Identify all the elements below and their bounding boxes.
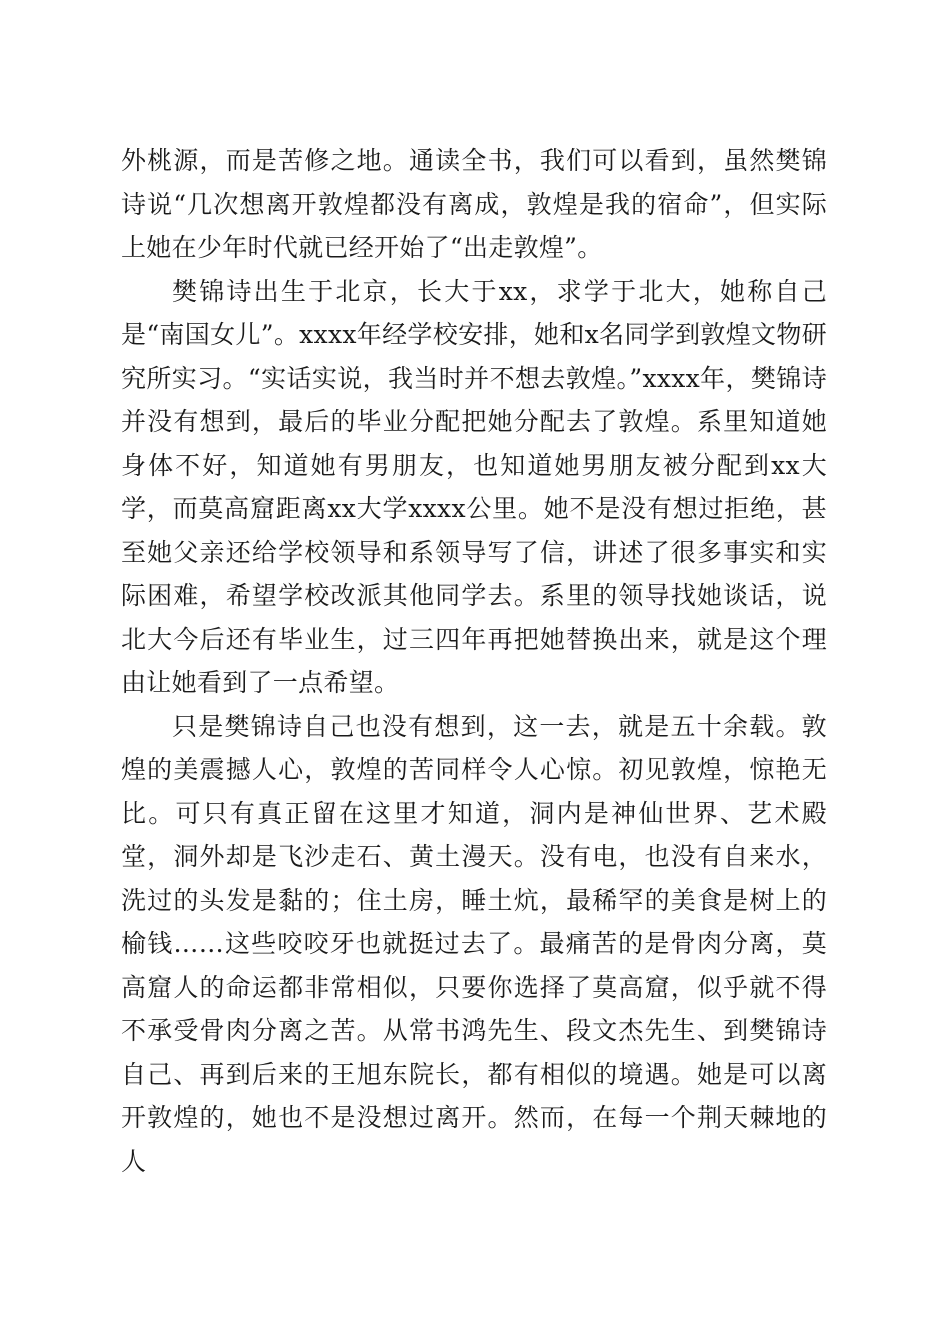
paragraph-1: 外桃源，而是苦修之地。通读全书，我们可以看到，虽然樊锦诗说“几次想离开敦煌都没有离成，敦煌是我的宿命”，但实际上她在少年时代就已经开始了“出走敦煌”。 bbox=[121, 146, 827, 262]
paragraph-2: 樊锦诗出生于北京，长大于xx，求学于北大，她称自己是“南国女儿”。xxxx年经学校安排，她和x名同学到敦煌文物研究所实习。“实话实说，我当时并不想去敦煌。”xxxx年，樊锦诗并没有想到，最后的毕业分配把她分配去了敦煌。系里知道她身体不好，知道她有男朋友，也知道她男朋友被分配到xx大学，而莫高窟距离xx大学xxxx公里。她不是没有想过拒绝，甚至她父亲还给学校领导和系领导写了信，讲述了很多事实和实际困难，希望学校改派其他同学去。系里的领导找她谈话，说北大今后还有毕业生，过三四年再把她替换出来，就是这个理由让她看到了一点希望。 bbox=[121, 276, 827, 697]
paragraph-3: 只是樊锦诗自己也没有想到，这一去，就是五十余载。敦煌的美震撼人心，敦煌的苦同样令人心惊。初见敦煌，惊艳无比。可只有真正留在这里才知道，洞内是神仙世界、艺术殿堂，洞外却是飞沙走石、黄土漫天。没有电，也没有自来水，洗过的头发是黏的；住土房，睡土炕，最稀罕的美食是树上的榆钱……这些咬咬牙也就挺过去了。最痛苦的是骨肉分离，莫高窟人的命运都非常相似，只要你选择了莫高窟，似乎就不得不承受骨肉分离之苦。从常书鸿先生、段文杰先生、到樊锦诗自己、再到后来的王旭东院长，都有相似的境遇。她是可以离开敦煌的，她也不是没想过离开。然而，在每一个荆天棘地的人 bbox=[121, 711, 827, 1176]
document-body bbox=[121, 139, 827, 1183]
